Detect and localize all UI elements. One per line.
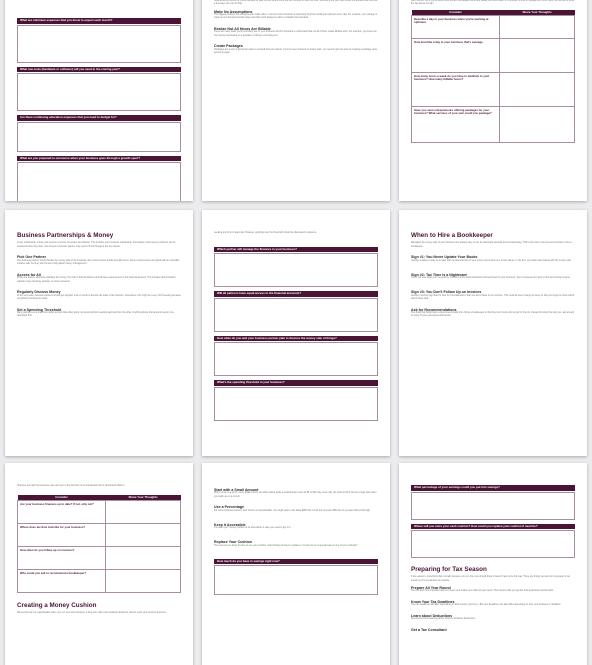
section-heading: Sign #3: You Don't Follow Up on Invoices — [411, 290, 482, 295]
answer-cell[interactable] — [106, 570, 181, 593]
column-header: Share Your Thoughts — [106, 495, 181, 501]
answer-box[interactable] — [411, 492, 575, 520]
article-page-4 — [5, 210, 193, 456]
section-heading: Prepare All Year Round — [411, 586, 451, 590]
section-body: Your tax deadlines will differ depending on what country you live in. But your deadlines can also differ depending on how your business is classified. — [411, 604, 561, 607]
answer-box[interactable] — [214, 253, 378, 287]
section-heading: Ask for Recommendations — [411, 307, 457, 312]
section-body: For some business owners, their income is unpredictable. You might want to set aside $200 this month but only have $50 due to a project that fell through. — [214, 509, 371, 512]
question-cell: Who could you ask to recommend a bookkeeper? — [18, 570, 106, 593]
answer-box[interactable] — [17, 162, 181, 201]
section-body: When you're in a pinch, every dollar counts. So while setting aside a small amount such as $5 or $10 may seem silly, the truth is that it can be a huge help when you really are in a crunch. — [214, 492, 377, 498]
question-cell: Where does tax time look like for your business? — [18, 524, 106, 547]
section-body: You're not sure what your net profit is. You don't know what deductions will work best for your business. You're stressed out trying to find and sorting receipts. — [411, 277, 571, 280]
answer-box[interactable] — [214, 298, 378, 332]
answer-box[interactable] — [17, 122, 181, 152]
prompt-bar: How much do you have in savings right now? — [214, 559, 378, 565]
section-heading: Pick One Partner — [17, 255, 46, 260]
prompt-bar: Which partner will manage the finances in your business? — [214, 247, 378, 253]
answer-cell[interactable] — [500, 73, 575, 107]
section-heading: Set a Spending Threshold — [17, 307, 62, 312]
intro-text: Chances are high that someone can point you in the direction of a professional who is ethical and efficient. — [17, 485, 125, 487]
answer-box[interactable] — [214, 565, 378, 595]
question-cell: How many hours a week do you have to dedicate to your business? How many billable hours? — [412, 73, 500, 107]
answer-box[interactable] — [214, 387, 378, 421]
answer-cell[interactable] — [500, 107, 575, 143]
answer-cell[interactable] — [106, 501, 181, 524]
intro-text: hard months. But if you're determined to earn the ballpark sums and tweak your client base, it's important to how to manage your flow. Nope, put the tips to know the tips above to help! — [411, 0, 575, 6]
intro-text: In any relationship, money can become a source of tension and division. This includes your business relationship. Fortunately, most money problems can be resolved before they start. You and your business partner only need to think through a few key issues. — [17, 242, 176, 248]
section-title: Creating a Money Cushion — [17, 602, 97, 609]
question-cell: Are your business finances up to date? If not, why not? — [18, 501, 106, 524]
question-cell: How often do you follow up on invoices? — [18, 547, 106, 570]
intro-text: head amazing months of profits followed by lean months where there just isn't enough to meet the bills. Smoothing out your cash inflow is important and here are a few ways you can do that. — [214, 0, 378, 6]
prompt-bar: How often do you and your business partner plan to discuss the money side of things? — [214, 336, 378, 342]
answer-box[interactable] — [17, 73, 181, 111]
answer-box[interactable] — [17, 25, 181, 63]
reflection-table — [411, 10, 575, 143]
reflection-table — [17, 495, 181, 593]
section-heading: Get a Tax Consultant — [411, 628, 447, 632]
section-body: The moment you know it's time to use your cushion, start thinking of ways to replace it. Could you run a special sale on one of your products? — [214, 544, 358, 547]
section-body: Spend some time learning about common business deductions. — [411, 618, 476, 621]
section-heading: Use a Percentage — [214, 505, 244, 510]
article-page-2 — [202, 0, 390, 201]
worksheet-page-7 — [5, 463, 193, 665]
section-heading: Start with a Small Amount — [214, 488, 259, 492]
prompt-bar: Are there continuing education expenses that you need to budget for? — [17, 115, 181, 121]
column-header: Consider — [412, 10, 500, 16]
answer-box[interactable] — [411, 530, 575, 558]
prompt-bar: What one-tools (hardware or software) will you need in the coming year? — [17, 67, 181, 73]
prompt-bar: Will all partners have equal access to the financial accounts? — [214, 291, 378, 297]
intro-text: needing any form of approval. However, anything over the threshold should be discussed in advance. — [214, 232, 317, 234]
worksheet-page-1 — [5, 0, 193, 201]
section-body: Packages are a way of giving fair value to yourself and your clients. If you've been focused on hourly work, you need to give the idea of creating a package some serious thought. — [214, 48, 378, 55]
section-body: You want your money cushion to be accessible in case you need to get to it. — [214, 527, 292, 530]
section-body: One business partner should handle the money side of the business, like invoices about profits and gifts items. Some entrepreneurs are gifted with an incredible creative side, but they don't know a thing about money management. — [17, 259, 180, 266]
question-cell: How describe a day in your business that's average. — [412, 39, 500, 73]
section-heading: Realize Not All Hours Are Billable — [214, 27, 271, 31]
section-body: The biggest problem that entrepreneurs make when it comes to their business is assuming they'll be working at optimum every day. For example, you manage to crank out ten thousand words today and think you'll always be able to maintain that schedule. — [214, 14, 378, 20]
outro-text: Money flow can be unpredictable when you run your own business. A long-term client can suddenly decide he doesn't need your services anymore. — [17, 612, 167, 615]
section-heading: Access for All — [17, 272, 41, 277]
worksheet-page-3 — [399, 0, 587, 201]
section-heading: Sign #1: You Never Update Your Books — [411, 255, 478, 260]
intro-text: If tax season is something that normally stresses you out, then you should know it doesn't have to be this way. There are things you can do to prepare for tax season so it's as painless as possible. — [411, 576, 571, 582]
column-header: Consider — [18, 495, 106, 501]
section-heading: Regularly Discuss Money — [17, 290, 61, 295]
page-title: When to Hire a Bookkeeper — [411, 232, 493, 239]
section-heading: Sign #2: Tax Time is a Nightmare — [411, 272, 467, 277]
section-body: Many partners set a maximum dollar amount that either party can spend without needing approval from the other. Anything above that amount needs to be discussed first. — [17, 312, 174, 318]
section-heading: Keep it Accessible — [214, 522, 246, 527]
section-body: One thing that holds many entrepreneurs back from hiring a bookkeeper is that they don't know who to get for the job. Instead of letting this stop you, ask around to some of your entrepreneurial friends. — [411, 312, 574, 318]
page-title: Business Partnerships & Money — [17, 232, 114, 239]
question-cell: Describe a day in your business when you're working at optimum. — [412, 16, 500, 39]
section-heading: Create Packages — [214, 44, 243, 49]
article-page-9 — [399, 463, 587, 665]
section-heading: Make No Assumptions — [214, 9, 253, 14]
article-page-8 — [202, 463, 390, 665]
section-heading: Replace Your Cushion — [214, 540, 253, 545]
answer-cell[interactable] — [106, 524, 181, 547]
prompt-bar: What percentage of your earnings could you put into savings? — [411, 485, 575, 491]
section-body: Another common sign that it's time for a bookkeeper is that you don't follow up on invoices. This could be due to being too busy so that you forget to check which clients have paid. — [411, 294, 575, 300]
article-page-6 — [399, 210, 587, 456]
section-heading: Know Your Tax Deadlines — [411, 600, 455, 604]
section-body: Usually, a failure to stay up to date with the financial side of your money stems from one of two places. In the first, you really hate dealing with the money side. — [411, 259, 572, 262]
answer-cell[interactable] — [500, 16, 575, 39]
answer-cell[interactable] — [500, 39, 575, 73]
question-cell: Have you seen entrepreneurs offering packages for your business? What services of your own could you package? — [412, 107, 500, 143]
prompt-bar: Where will you store your cash cushion? How could you replace your cushion if need be? — [411, 524, 575, 530]
answer-box[interactable] — [214, 342, 378, 376]
prompt-bar: What are you prepared to outsource when your business goes through a growth spurt? — [17, 156, 181, 162]
intro-text: Managing the money side of your business isn't always easy. It can be downright stressful and overwhelming. That's why some entrepreneurs choose to hire a bookkeeper. — [411, 242, 572, 248]
column-header: Share Your Thoughts — [500, 10, 575, 16]
section-title: Preparing for Tax Season — [411, 566, 487, 573]
answer-cell[interactable] — [106, 547, 181, 570]
section-body: There are many tasks you'll most likely see in your business and it's important to understand that not all of them create billable work. For example, you spend an hour being interviewed on a podcast or writing a new blog post. — [214, 31, 377, 37]
section-body: While one partner should be handling the money, the truth is that all partners should have equal access to the financial account. This includes all information related to any checking, savings, or online accounts. — [17, 277, 176, 283]
section-heading: Learn about Deductions — [411, 614, 453, 618]
worksheet-page-5 — [202, 210, 390, 456]
prompt-bar: What's the spending threshold in your business? — [214, 380, 378, 386]
section-body: The first and most important step is to keep your books up to date all year round. This ensures that you get the best deductions and benefits. — [411, 590, 554, 593]
section-body: At the very least, business partners should get together once a month to discuss the state of the finances. Sometimes, this might be a very brief meeting because everything is flowing as usual. — [17, 294, 181, 300]
prompt-bar: What are minimum expenses that you know to expect each month? — [17, 18, 181, 24]
